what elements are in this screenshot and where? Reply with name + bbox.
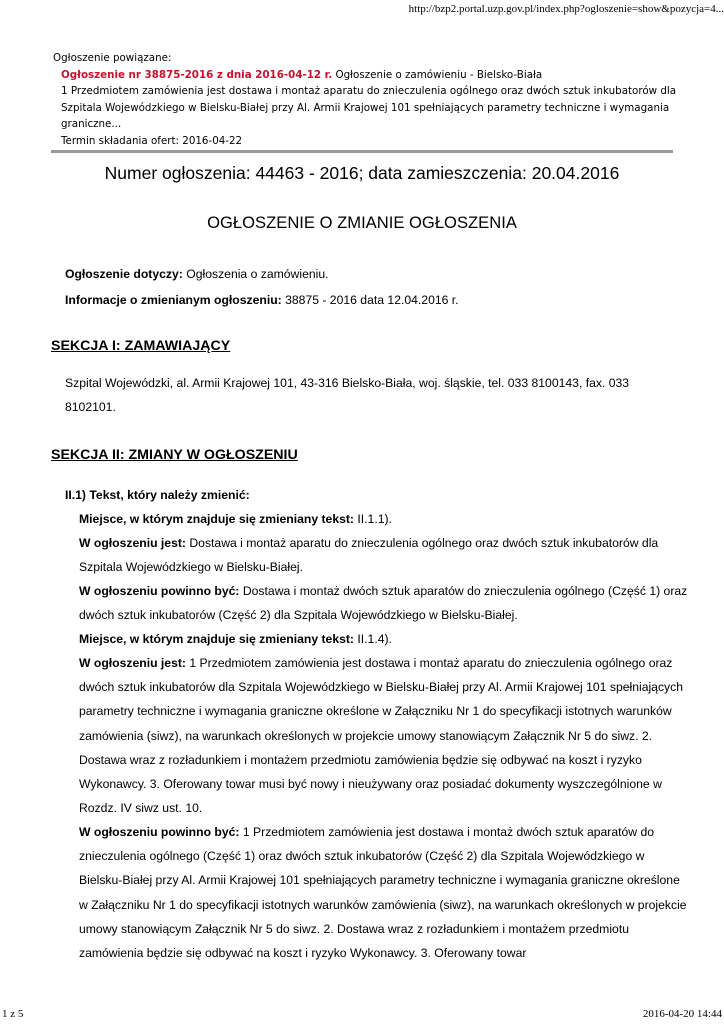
change2-place-value: II.1.4). xyxy=(354,632,392,646)
related-link-suffix: Ogłoszenie o zamówieniu - Bielsko-Biała xyxy=(332,68,543,81)
related-description: 1 Przedmiotem zamówienia jest dostawa i montaż aparatu do znieczulenia ogólnego oraz dwóch sztuk inkubatorów dla Szpitala Wojewódzkiego w Bielsku-Białej przy Al. Armii Krajowej 101 spełniających parametry techniczne i wymagania graniczne... xyxy=(61,85,677,131)
divider xyxy=(51,150,673,153)
change2-is-label: W ogłoszeniu jest: xyxy=(79,656,186,670)
related-notice xyxy=(53,50,693,150)
change2-place-label: Miejsce, w którym znajduje się zmieniany tekst: xyxy=(79,632,354,646)
related-title-line xyxy=(61,67,693,84)
contracting-authority: Szpital Wojewódzki, al. Armii Krajowej 101, 43-316 Bielsko-Biała, woj. śląskie, tel. 033 8100143, fax. 033 8102101. xyxy=(65,376,630,415)
change1-is-value: Dostawa i montaż aparatu do znieczulenia ogólnego oraz dwóch sztuk inkubatorów dla Szpitala Wojewódzkiego w Bielsku-Białej. xyxy=(79,536,659,575)
change1-should-label: W ogłoszeniu powinno być: xyxy=(79,584,240,598)
change2-should-value: 1 Przedmiotem zamówienia jest dostawa i montaż dwóch sztuk aparatów do znieczulenia ogólnego (Część 1) oraz dwóch sztuk inkubatorów (Część 2) dla Szpitala Wojewódzkiego w Bielsku-Białej przy Al. Armii Krajowej 101 spełniających parametry techniczne i wymagania graniczne określone w Załączniku Nr 1 do specyfikacji istotnych warunków zamówienia (siwz), na warunkach określonych w projekcie umowy stanowiącym Załącznik Nr 5 do siwz. 2. Dostawa wraz z rozładunkiem i montażem przedmiotu zamówienia będzie się odbywać na koszt i ryzyko Wykonawcy. 3. Oferowany towar xyxy=(79,825,687,961)
change1-is xyxy=(79,531,689,579)
concerns-line xyxy=(65,266,695,282)
change1-should xyxy=(79,579,689,627)
change1-is-label: W ogłoszeniu jest: xyxy=(79,536,186,550)
change1-place xyxy=(79,507,689,531)
section2-subheading: II.1) Tekst, który należy zmienić: xyxy=(65,488,250,502)
section1-heading: SEKCJA I: ZAMAWIAJĄCY xyxy=(51,338,231,354)
change2-is-value: 1 Przedmiotem zamówienia jest dostawa i montaż aparatu do znieczulenia ogólnego oraz dwóch sztuk inkubatorów dla Szpitala Wojewódzkiego w Bielsku-Białej przy Al. Armii Krajowej 101 spełniających parametry techniczne i wymagania graniczne określone w Załączniku Nr 1 do specyfikacji istotnych warunków zamówienia (siwz), na warunkach określonych w projekcie umowy stanowiącym Załącznik Nr 5 do siwz. 2. Dostawa wraz z rozładunkiem i montażem przedmiotu zamówienia będzie się odbywać na koszt i ryzyko Wykonawcy. 3. Oferowany towar musi być nowy i nieużywany oraz posiadać dokumenty wyszczególnione w Rozdz. IV siwz ust. 10. xyxy=(79,656,684,816)
change2-is xyxy=(79,651,689,820)
concerns-value: Ogłoszenia o zamówieniu. xyxy=(182,267,329,281)
changed-notice-line xyxy=(65,292,695,308)
related-body xyxy=(53,67,693,150)
print-datetime: 2016-04-20 14:44 xyxy=(642,1008,722,1020)
change1-place-value: II.1.1). xyxy=(354,512,392,526)
section2-heading: SEKCJA II: ZMIANY W OGŁOSZENIU xyxy=(51,447,298,463)
related-notice-link[interactable]: Ogłoszenie nr 38875-2016 z dnia 2016-04-12 r. xyxy=(61,68,333,81)
changed-notice-label: Informacje o zmienianym ogłoszeniu: xyxy=(65,293,282,307)
change1-place-label: Miejsce, w którym znajduje się zmieniany tekst: xyxy=(79,512,354,526)
change2-place xyxy=(79,627,689,651)
change2-should xyxy=(79,820,689,965)
print-page-number: 1 z 5 xyxy=(2,1008,24,1020)
related-deadline: Termin składania ofert: 2016-04-22 xyxy=(61,134,243,147)
page-title: OGŁOSZENIE O ZMIANIE OGŁOSZENIA xyxy=(207,213,517,232)
concerns-label: Ogłoszenie dotyczy: xyxy=(65,267,183,281)
print-url: http://bzp2.portal.uzp.gov.pl/index.php?ogloszenie=show&pozycja=4... xyxy=(408,3,724,15)
notice-number-heading: Numer ogłoszenia: 44463 - 2016; data zamieszczenia: 20.04.2016 xyxy=(104,163,620,183)
change1-should-value: Dostawa i montaż dwóch sztuk aparatów do znieczulenia ogólnego (Część 1) oraz dwóch sztuk inkubatorów (Część 2) dla Szpitala Wojewódzkiego w Bielsku-Białej. xyxy=(79,584,688,623)
related-label: Ogłoszenie powiązane: xyxy=(53,52,172,64)
change2-should-label: W ogłoszeniu powinno być: xyxy=(79,825,240,839)
changed-notice-value: 38875 - 2016 data 12.04.2016 r. xyxy=(281,293,459,307)
